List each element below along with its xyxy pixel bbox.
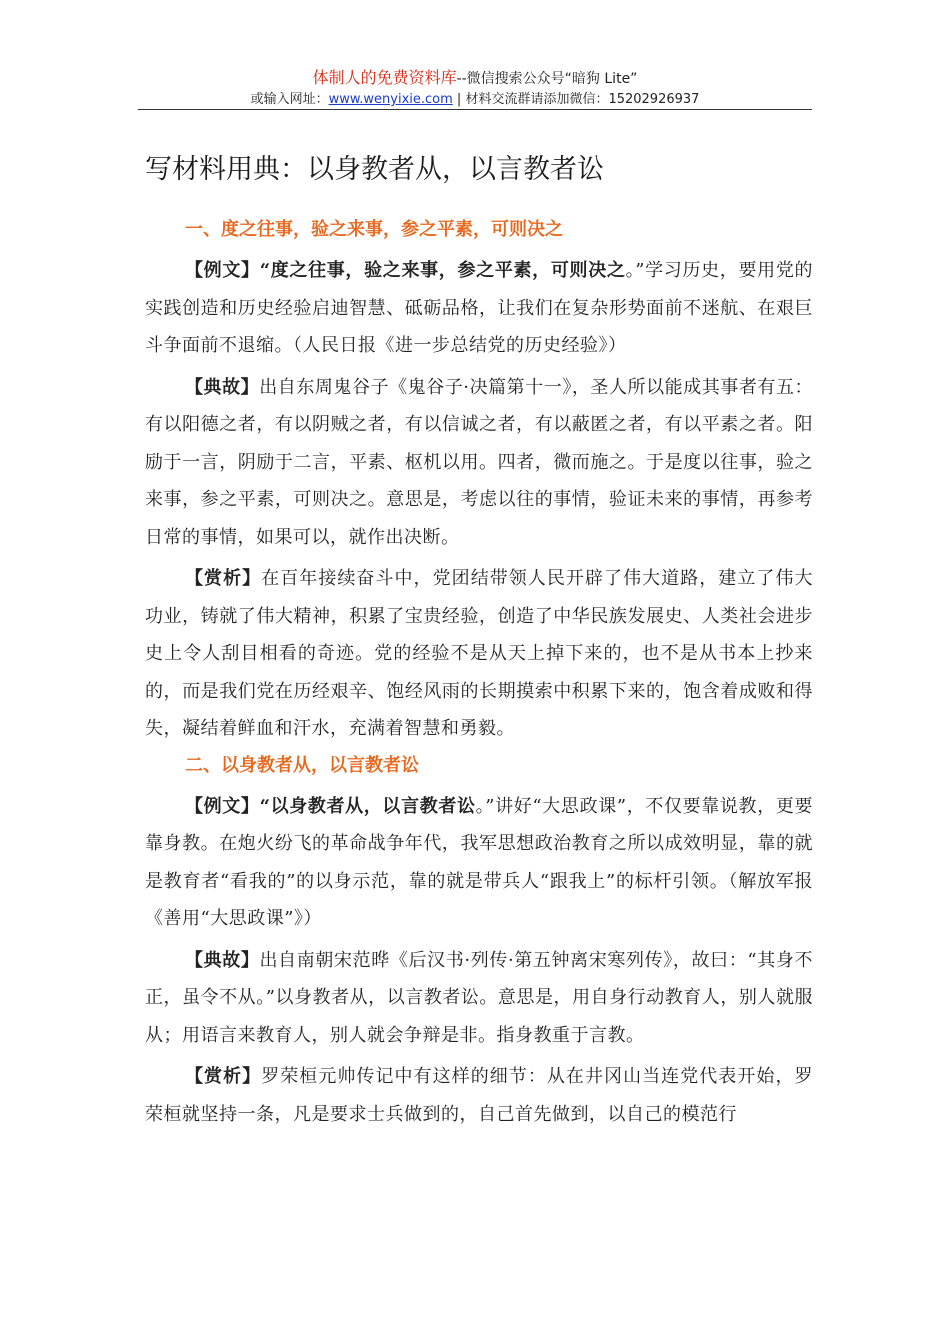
section-heading: 一、度之往事，验之来事，参之平素，可则决之 bbox=[185, 219, 563, 240]
header-contact: | 材料交流群请添加微信：15202926937 bbox=[452, 92, 700, 107]
origin-paragraph bbox=[145, 942, 813, 1055]
section-1 bbox=[145, 212, 813, 748]
header-url-prefix: 或输入网址： bbox=[250, 92, 329, 107]
header-divider bbox=[138, 109, 812, 110]
article-body bbox=[145, 212, 813, 1133]
header-tagline: --微信搜索公众号“暗狗 Lite” bbox=[456, 71, 638, 87]
example-quote: “以身教者从，以言教者讼 bbox=[259, 795, 476, 817]
header-contact-line bbox=[138, 91, 812, 109]
analysis-paragraph bbox=[145, 560, 813, 748]
header-url-link[interactable]: www.wenyixie.com bbox=[328, 92, 453, 107]
origin-label: 【典故】 bbox=[185, 949, 260, 971]
example-paragraph bbox=[145, 252, 813, 365]
example-label: 【例文】 bbox=[185, 795, 260, 817]
example-paragraph bbox=[145, 788, 813, 938]
header-brand: 体制人的免费资料库 bbox=[312, 68, 457, 87]
header-banner bbox=[138, 68, 812, 89]
origin-text: 出自南朝宋范晔《后汉书·列传·第五钟离宋寒列传》，故曰：“其身不正，虽令不从。”以身教者从，以言教者讼。意思是，用自身行动教育人，别人就服从；用语言来教育人，别人就会争辩是非。指身教重于言教。 bbox=[145, 949, 813, 1046]
analysis-text: 罗荣桓元帅传记中有这样的细节：从在井冈山当连党代表开始，罗荣桓就坚持一条，凡是要求士兵做到的，自己首先做到，以自己的模范行 bbox=[145, 1066, 813, 1125]
analysis-text: 在百年接续奋斗中，党团结带领人民开辟了伟大道路，建立了伟大功业，铸就了伟大精神，积累了宝贵经验，创造了中华民族发展史、人类社会进步史上令人刮目相看的奇迹。党的经验不是从天上掉下来的，也不是从书本上抄来的，而是我们党在历经艰辛、饱经风雨的长期摸索中积累下来的，饱含着成败和得失，凝结着鲜血和汗水，充满着智慧和勇毅。 bbox=[145, 568, 813, 739]
analysis-label: 【赏析】 bbox=[185, 568, 262, 589]
page-header bbox=[138, 68, 812, 109]
origin-text: 出自东周鬼谷子《鬼谷子·决篇第十一》，圣人所以能成其事者有五：有以阳德之者，有以阴贼之者，有以信诚之者，有以蔽匿之者，有以平素之者。阳励于一言，阴励于二言，平素、枢机以用。四者，微而施之。于是度以往事，验之来事，参之平素，可则决之。意思是，考虑以往的事情，验证未来的事情，再参考日常的事情，如果可以，就作出决断。 bbox=[145, 376, 814, 548]
example-text: 。”学习历史，要用党的实践创造和历史经验启迪智慧、砥砺品格，让我们在复杂形势面前不迷航、在艰巨斗争面前不退缩。（人民日报《进一步总结党的历史经验》） bbox=[145, 260, 814, 356]
example-text: 。”讲好“大思政课”，不仅要靠说教，更要靠身教。在炮火纷飞的革命战争年代，我军思想政治教育之所以成效明显，靠的就是教育者“看我的”的以身示范，靠的就是带兵人“跟我上”的标杆引领。（解放军报《善用“大思政课”》） bbox=[145, 795, 813, 929]
analysis-label: 【赏析】 bbox=[185, 1066, 262, 1087]
example-label: 【例文】 bbox=[185, 260, 260, 281]
origin-label: 【典故】 bbox=[185, 376, 260, 398]
page-title: 写材料用典：以身教者从，以言教者讼 bbox=[145, 154, 604, 185]
section-2 bbox=[145, 748, 813, 1134]
example-quote: “度之往事，验之来事，参之平素，可则决之 bbox=[259, 260, 626, 281]
section-heading: 二、以身教者从，以言教者讼 bbox=[185, 754, 419, 776]
analysis-paragraph bbox=[145, 1058, 813, 1133]
origin-paragraph bbox=[145, 369, 813, 557]
